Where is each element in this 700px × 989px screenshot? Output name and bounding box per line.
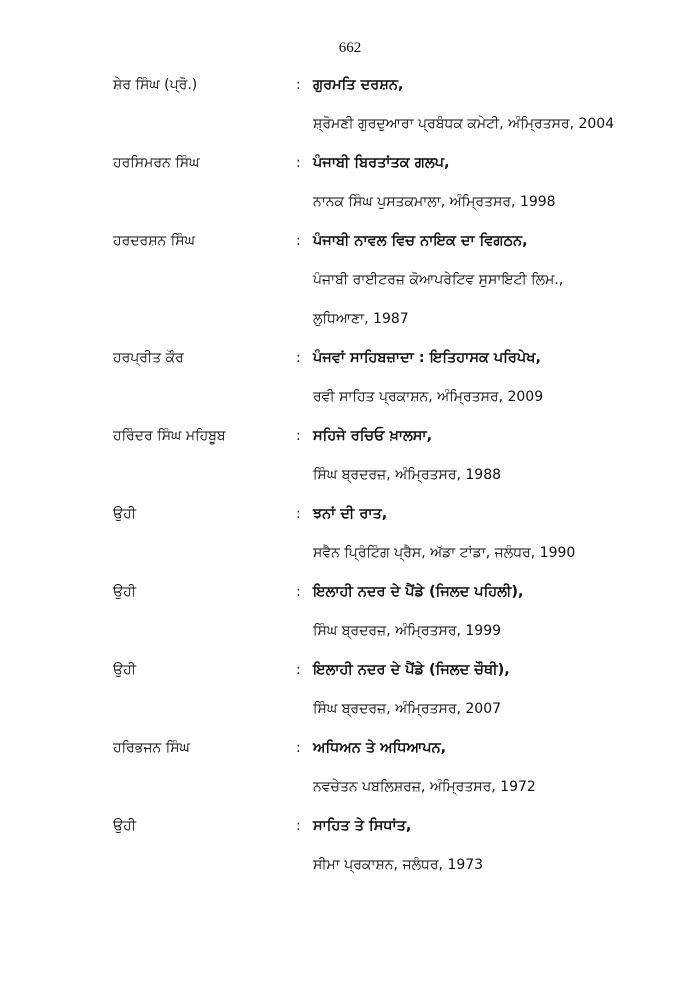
page-number (0, 40, 700, 57)
entry-publication: ਨਵਚੇਤਨ ਪਬਲਿਸ਼ਰਜ਼, ਅੰਮ੍ਰਿਤਸਰ, 1972 (313, 779, 536, 795)
entry-author: ਉਹੀ (113, 818, 136, 834)
entry-separator: : (296, 428, 301, 444)
entry-separator: : (296, 155, 301, 171)
page-number-text: 662 (338, 40, 362, 56)
entry-author: ਉਹੀ (113, 584, 136, 600)
entry-title: ਇਲਾਹੀ ਨਦਰ ਦੇ ਪੈਂਡੇ (ਜਿਲਦ ਪਹਿਲੀ), (313, 584, 524, 600)
entry-separator: : (296, 233, 301, 249)
entry-separator: : (296, 77, 301, 93)
entry-title: ਇਲਾਹੀ ਨਦਰ ਦੇ ਪੈਂਡੇ (ਜਿਲਦ ਚੌਥੀ), (313, 662, 510, 678)
entry-title: ਗੁਰਮਤਿ ਦਰਸ਼ਨ, (313, 77, 404, 93)
entry-author: ਹਰਿਭਜਨ ਸਿੰਘ (113, 740, 190, 756)
entry-publication: ਸ਼੍ਰੋਮਣੀ ਗੁਰਦੁਆਰਾ ਪ੍ਰਬੰਧਕ ਕਮੇਟੀ, ਅੰਮ੍ਰਿਤਸਰ, 2004 (313, 116, 615, 132)
entry-author: ਸ਼ੇਰ ਸਿੰਘ (ਪ੍ਰੋ.) (113, 77, 198, 93)
entry-publication: ਸਿੰਘ ਬ੍ਰਦਰਜ਼, ਅੰਮ੍ਰਿਤਸਰ, 1988 (313, 467, 502, 483)
entry-author: ਹਰਸਿਮਰਨ ਸਿੰਘ (113, 155, 200, 171)
entry-publication: ਸੀਮਾ ਪ੍ਰਕਾਸ਼ਨ, ਜਲੰਧਰ, 1973 (313, 857, 484, 873)
entry-title: ਝਨਾਂ ਦੀ ਰਾਤ, (313, 506, 388, 522)
entry-separator: : (296, 350, 301, 366)
entry-title: ਅਧਿਅਨ ਤੇ ਅਧਿਆਪਨ, (313, 740, 447, 756)
entry-publication: ਸਿੰਘ ਬ੍ਰਦਰਜ਼, ਅੰਮ੍ਰਿਤਸਰ, 1999 (313, 623, 502, 639)
entry-author: ਹਰਪ੍ਰੀਤ ਕੌਰ (113, 350, 184, 366)
entry-title: ਪੰਜਾਬੀ ਬਿਰਤਾਂਤਕ ਗਲਪ, (313, 155, 450, 171)
entry-publication: ਨਾਨਕ ਸਿੰਘ ਪੁਸਤਕਮਾਲਾ, ਅੰਮ੍ਰਿਤਸਰ, 1998 (313, 194, 556, 210)
entry-title: ਸਾਹਿਤ ਤੇ ਸਿਧਾਂਤ, (313, 818, 412, 834)
entry-title: ਪੰਜਵਾਂ ਸਾਹਿਬਜ਼ਾਦਾ : ਇਤਿਹਾਸਕ ਪਰਿਪੇਖ, (313, 350, 541, 366)
entry-author: ਹਰਿੰਦਰ ਸਿੰਘ ਮਹਿਬੂਬ (113, 428, 226, 444)
entry-separator: : (296, 506, 301, 522)
entry-publication: ਪੰਜਾਬੀ ਰਾਈਟਰਜ਼ ਕੋਆਪਰੇਟਿਵ ਸੁਸਾਇਟੀ ਲਿਮ., (313, 272, 564, 288)
entry-publication: ਸਿੰਘ ਬ੍ਰਦਰਜ਼, ਅੰਮ੍ਰਿਤਸਰ, 2007 (313, 701, 502, 717)
entry-publication: ਸਵੈਨ ਪ੍ਰਿੰਟਿੰਗ ਪ੍ਰੈਸ, ਅੱਡਾ ਟਾਂਡਾ, ਜਲੰਧਰ, 1990 (313, 545, 576, 561)
entry-separator: : (296, 818, 301, 834)
entry-title: ਸਹਿਜੇ ਰਚਿਓ ਖ਼ਾਲਸਾ, (313, 428, 433, 444)
entry-publication: ਰਵੀ ਸਾਹਿਤ ਪ੍ਰਕਾਸ਼ਨ, ਅੰਮ੍ਰਿਤਸਰ, 2009 (313, 389, 544, 405)
entry-title: ਪੰਜਾਬੀ ਨਾਵਲ ਵਿਚ ਨਾਇਕ ਦਾ ਵਿਗਠਨ, (313, 233, 528, 249)
entry-publication-continued: ਲੁਧਿਆਣਾ, 1987 (313, 311, 409, 327)
entry-author: ਉਹੀ (113, 506, 136, 522)
entry-separator: : (296, 662, 301, 678)
entry-author: ਹਰਦਰਸ਼ਨ ਸਿੰਘ (113, 233, 195, 249)
entry-separator: : (296, 584, 301, 600)
entry-separator: : (296, 740, 301, 756)
entry-author: ਉਹੀ (113, 662, 136, 678)
